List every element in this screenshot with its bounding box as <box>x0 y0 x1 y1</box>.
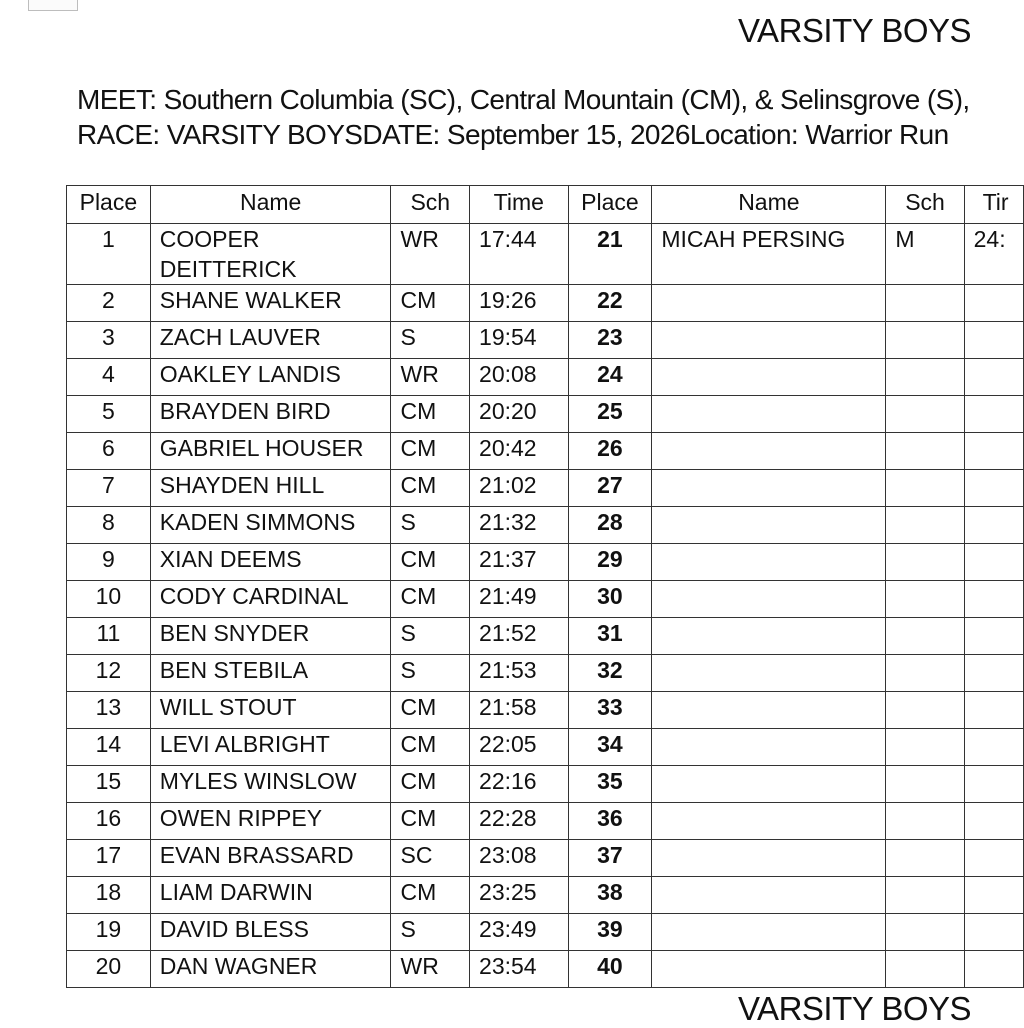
table-row <box>67 803 1024 840</box>
place-cell: 9 <box>67 544 151 581</box>
time-cell: 20:42 <box>470 433 569 470</box>
table-row <box>67 951 1024 988</box>
place-cell-2: 38 <box>568 877 652 914</box>
school-cell-2 <box>886 729 964 766</box>
time-cell-2 <box>964 396 1023 433</box>
place-cell-2: 28 <box>568 507 652 544</box>
time-cell-2 <box>964 877 1023 914</box>
place-cell-2: 32 <box>568 655 652 692</box>
time-cell: 21:53 <box>470 655 569 692</box>
place-cell-2: 37 <box>568 840 652 877</box>
name-cell: LEVI ALBRIGHT <box>150 729 391 766</box>
time-cell-2 <box>964 581 1023 618</box>
school-cell: WR <box>391 951 470 988</box>
school-cell: CM <box>391 803 470 840</box>
name-cell-2 <box>652 322 886 359</box>
table-row <box>67 840 1024 877</box>
table-row <box>67 359 1024 396</box>
header-row <box>67 186 1024 224</box>
place-cell: 15 <box>67 766 151 803</box>
name-cell: BEN SNYDER <box>150 618 391 655</box>
school-cell: CM <box>391 544 470 581</box>
school-cell-2 <box>886 803 964 840</box>
school-cell-2 <box>886 322 964 359</box>
name-cell-2 <box>652 914 886 951</box>
time-cell-2 <box>964 840 1023 877</box>
name-cell: OAKLEY LANDIS <box>150 359 391 396</box>
school-cell: CM <box>391 396 470 433</box>
school-cell-2 <box>886 692 964 729</box>
time-cell: 23:54 <box>470 951 569 988</box>
time-cell: 21:32 <box>470 507 569 544</box>
school-cell: S <box>391 655 470 692</box>
table-row <box>67 507 1024 544</box>
school-cell: CM <box>391 877 470 914</box>
table-row <box>67 655 1024 692</box>
place-cell-2: 25 <box>568 396 652 433</box>
name-cell: SHAYDEN HILL <box>150 470 391 507</box>
results-table <box>66 185 1024 988</box>
name-cell-2 <box>652 507 886 544</box>
table-row <box>67 224 1024 285</box>
place-cell: 18 <box>67 877 151 914</box>
school-cell: CM <box>391 766 470 803</box>
header-place-2: Place <box>568 186 652 224</box>
name-cell-2 <box>652 803 886 840</box>
table-row <box>67 285 1024 322</box>
table-row <box>67 396 1024 433</box>
school-cell: CM <box>391 729 470 766</box>
place-cell: 11 <box>67 618 151 655</box>
place-cell: 13 <box>67 692 151 729</box>
time-cell-2 <box>964 951 1023 988</box>
time-cell-2 <box>964 766 1023 803</box>
name-cell: MYLES WINSLOW <box>150 766 391 803</box>
header-name: Name <box>150 186 391 224</box>
time-cell-2 <box>964 285 1023 322</box>
table-row <box>67 692 1024 729</box>
name-cell: XIAN DEEMS <box>150 544 391 581</box>
school-cell-2 <box>886 507 964 544</box>
name-cell-2 <box>652 359 886 396</box>
race-line: RACE: VARSITY BOYSDATE: September 15, 2026Location: Warrior Run <box>77 119 949 150</box>
school-cell-2 <box>886 433 964 470</box>
name-cell: WILL STOUT <box>150 692 391 729</box>
place-cell: 2 <box>67 285 151 322</box>
time-cell: 21:02 <box>470 470 569 507</box>
place-cell: 20 <box>67 951 151 988</box>
place-cell-2: 21 <box>568 224 652 285</box>
time-cell-2: 24: <box>964 224 1023 285</box>
name-cell-2 <box>652 433 886 470</box>
school-cell: S <box>391 618 470 655</box>
time-cell: 22:16 <box>470 766 569 803</box>
place-cell: 5 <box>67 396 151 433</box>
name-cell: LIAM DARWIN <box>150 877 391 914</box>
place-cell: 4 <box>67 359 151 396</box>
school-cell: CM <box>391 433 470 470</box>
name-cell-2 <box>652 729 886 766</box>
time-cell-2 <box>964 914 1023 951</box>
place-cell-2: 31 <box>568 618 652 655</box>
time-cell: 19:26 <box>470 285 569 322</box>
place-cell-2: 24 <box>568 359 652 396</box>
school-cell-2 <box>886 840 964 877</box>
school-cell: CM <box>391 285 470 322</box>
place-cell-2: 23 <box>568 322 652 359</box>
time-cell: 23:25 <box>470 877 569 914</box>
name-cell: COOPER DEITTERICK <box>150 224 391 285</box>
time-cell-2 <box>964 729 1023 766</box>
name-cell-2 <box>652 692 886 729</box>
name-cell: BEN STEBILA <box>150 655 391 692</box>
table-row <box>67 322 1024 359</box>
table-row <box>67 433 1024 470</box>
place-cell: 17 <box>67 840 151 877</box>
time-cell-2 <box>964 692 1023 729</box>
school-cell-2 <box>886 914 964 951</box>
time-cell-2 <box>964 433 1023 470</box>
school-cell: WR <box>391 359 470 396</box>
school-cell-2 <box>886 951 964 988</box>
time-cell-2 <box>964 470 1023 507</box>
header-name-2: Name <box>652 186 886 224</box>
place-cell-2: 33 <box>568 692 652 729</box>
place-cell: 7 <box>67 470 151 507</box>
school-cell-2 <box>886 396 964 433</box>
name-cell-2 <box>652 766 886 803</box>
time-cell-2 <box>964 359 1023 396</box>
table-row <box>67 914 1024 951</box>
table-row <box>67 544 1024 581</box>
school-cell: S <box>391 322 470 359</box>
time-cell-2 <box>964 618 1023 655</box>
name-cell-2 <box>652 544 886 581</box>
name-cell: CODY CARDINAL <box>150 581 391 618</box>
time-cell: 21:49 <box>470 581 569 618</box>
school-cell: CM <box>391 470 470 507</box>
place-cell-2: 36 <box>568 803 652 840</box>
time-cell: 21:37 <box>470 544 569 581</box>
header-place: Place <box>67 186 151 224</box>
school-cell-2: M <box>886 224 964 285</box>
name-cell: ZACH LAUVER <box>150 322 391 359</box>
table-row <box>67 729 1024 766</box>
place-cell: 8 <box>67 507 151 544</box>
time-cell: 20:20 <box>470 396 569 433</box>
name-cell-2 <box>652 655 886 692</box>
header-time: Time <box>470 186 569 224</box>
name-cell: KADEN SIMMONS <box>150 507 391 544</box>
school-cell-2 <box>886 766 964 803</box>
place-cell-2: 29 <box>568 544 652 581</box>
place-cell: 10 <box>67 581 151 618</box>
time-cell-2 <box>964 507 1023 544</box>
time-cell-2 <box>964 803 1023 840</box>
header-time-2: Tir <box>964 186 1023 224</box>
name-cell-2 <box>652 951 886 988</box>
place-cell-2: 30 <box>568 581 652 618</box>
school-cell: S <box>391 507 470 544</box>
results-body <box>67 224 1024 988</box>
name-cell: OWEN RIPPEY <box>150 803 391 840</box>
name-cell: EVAN BRASSARD <box>150 840 391 877</box>
place-cell: 3 <box>67 322 151 359</box>
place-cell: 1 <box>67 224 151 285</box>
name-cell: DAN WAGNER <box>150 951 391 988</box>
footer-title: VARSITY BOYS <box>738 990 972 1027</box>
place-cell-2: 34 <box>568 729 652 766</box>
school-cell-2 <box>886 655 964 692</box>
name-cell-2 <box>652 581 886 618</box>
table-row <box>67 581 1024 618</box>
time-cell: 21:58 <box>470 692 569 729</box>
time-cell-2 <box>964 655 1023 692</box>
name-cell-2: MICAH PERSING <box>652 224 886 285</box>
school-cell: SC <box>391 840 470 877</box>
time-cell: 22:28 <box>470 803 569 840</box>
place-cell: 12 <box>67 655 151 692</box>
header-school: Sch <box>391 186 470 224</box>
school-cell-2 <box>886 470 964 507</box>
time-cell-2 <box>964 544 1023 581</box>
place-cell: 16 <box>67 803 151 840</box>
time-cell: 19:54 <box>470 322 569 359</box>
place-cell-2: 22 <box>568 285 652 322</box>
name-cell: SHANE WALKER <box>150 285 391 322</box>
school-cell: S <box>391 914 470 951</box>
time-cell: 23:49 <box>470 914 569 951</box>
school-cell-2 <box>886 877 964 914</box>
table-row <box>67 766 1024 803</box>
name-cell-2 <box>652 840 886 877</box>
name-cell-2 <box>652 285 886 322</box>
name-cell: BRAYDEN BIRD <box>150 396 391 433</box>
place-cell-2: 35 <box>568 766 652 803</box>
place-cell-2: 26 <box>568 433 652 470</box>
name-cell: GABRIEL HOUSER <box>150 433 391 470</box>
place-cell: 19 <box>67 914 151 951</box>
place-cell-2: 39 <box>568 914 652 951</box>
school-cell: CM <box>391 581 470 618</box>
place-cell: 6 <box>67 433 151 470</box>
school-cell: WR <box>391 224 470 285</box>
name-cell-2 <box>652 470 886 507</box>
school-cell-2 <box>886 544 964 581</box>
school-cell: CM <box>391 692 470 729</box>
time-cell: 20:08 <box>470 359 569 396</box>
time-cell: 17:44 <box>470 224 569 285</box>
place-cell-2: 27 <box>568 470 652 507</box>
meet-line: MEET: Southern Columbia (SC), Central Mountain (CM), & Selinsgrove (S), <box>77 84 970 115</box>
page-corner-mark <box>28 0 78 11</box>
time-cell: 22:05 <box>470 729 569 766</box>
name-cell: DAVID BLESS <box>150 914 391 951</box>
table-row <box>67 877 1024 914</box>
school-cell-2 <box>886 285 964 322</box>
school-cell-2 <box>886 581 964 618</box>
header-school-2: Sch <box>886 186 964 224</box>
school-cell-2 <box>886 359 964 396</box>
place-cell-2: 40 <box>568 951 652 988</box>
time-cell: 21:52 <box>470 618 569 655</box>
place-cell: 14 <box>67 729 151 766</box>
name-cell-2 <box>652 877 886 914</box>
school-cell-2 <box>886 618 964 655</box>
table-row <box>67 618 1024 655</box>
time-cell-2 <box>964 322 1023 359</box>
name-cell-2 <box>652 396 886 433</box>
name-cell-2 <box>652 618 886 655</box>
table-row <box>67 470 1024 507</box>
page-title: VARSITY BOYS <box>738 12 972 49</box>
time-cell: 23:08 <box>470 840 569 877</box>
